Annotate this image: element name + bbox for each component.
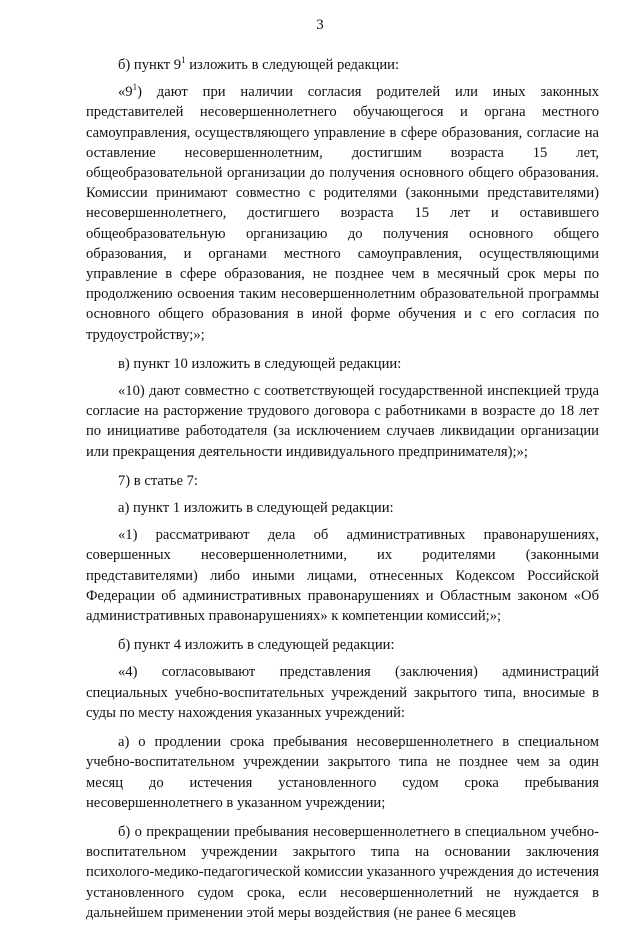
paragraph-item-7-article-7: 7) в статье 7: xyxy=(118,472,198,489)
paragraph-item-v-point-10: в) пункт 10 изложить в следующей редакции: xyxy=(118,355,402,372)
paragraph-point-1-text: «1) рассматривают дела об административных правонарушениях, совершенных несовершеннолетними, их родителями (законными представителями) либо иными лицами, отнесенных Кодексом Российской Федерации об административных правонарушениях и Областным законом «Об административных правонарушениях» к компетенции комиссий;»; xyxy=(86,527,599,625)
paragraph-point-4-text: «4) согласовывают представления (заключения) администраций специальных учебно-воспитательных учреждений закрытого типа, вносимые в суды по месту нахождения указанных учреждений: xyxy=(86,664,599,721)
document-body xyxy=(86,55,599,932)
paragraph-subitem-a: а) о продлении срока пребывания несовершеннолетнего в специальном учебно-воспитательном учреждении закрытого типа не позднее чем за один месяц до истечения установленного судом срока пребывания несовершеннолетнего в указанном учреждении; xyxy=(86,734,599,811)
paragraph-item-b-point-4: б) пункт 4 изложить в следующей редакции: xyxy=(118,637,395,654)
paragraph-item-a-point-1: а) пункт 1 изложить в следующей редакции: xyxy=(118,500,394,517)
page-number: 3 xyxy=(316,17,324,33)
paragraph-subitem-b: б) о прекращении пребывания несовершеннолетнего в специальном учебно-воспитательном учреждении закрытого типа на основании заключения психолого-медико-педагогической комиссии указанного учреждения до истечения установленного судом срока, если несовершеннолетний не нуждается в дальнейшем применении этой меры воздействия (не ранее 6 месяцев xyxy=(86,823,599,921)
paragraph-item-b-point-9-1: б) пункт $9^1$ изложить в следующей редакции: xyxy=(118,55,400,73)
paragraph-point-9-1-text: «$9^1$) дают при наличии согласия родителей или иных законных представителей несовершеннолетнего обучающегося и органа местного самоуправления, осуществляющего управление в сфере образования, согласие на оставление несовершеннолетним, достигшим возраста 15 лет, общеобразовательной организации до получения основного общего образования. Комиссии принимают совместно с родителями (законными представителями) несовершеннолетнего, достигшего возраста 15 лет и оставившего общеобразовательную организацию до получения основного общего образования, и органами местного самоуправления, осуществляющими управление в сфере образования, не позднее чем в месячный срок меры по продолжению освоения таким несовершеннолетним образовательной программы основного общего образования в иной форме обучения и с его согласия по трудоустройству;»; xyxy=(86,82,599,343)
paragraph-point-10-text: «10) дают совместно с соответствующей государственной инспекцией труда согласие на расторжение трудового договора с работниками в возрасте до 18 лет по инициативе работодателя (за исключением случаев ликвидации организации или прекращения деятельности индивидуального предпринимателя);»; xyxy=(86,383,599,460)
